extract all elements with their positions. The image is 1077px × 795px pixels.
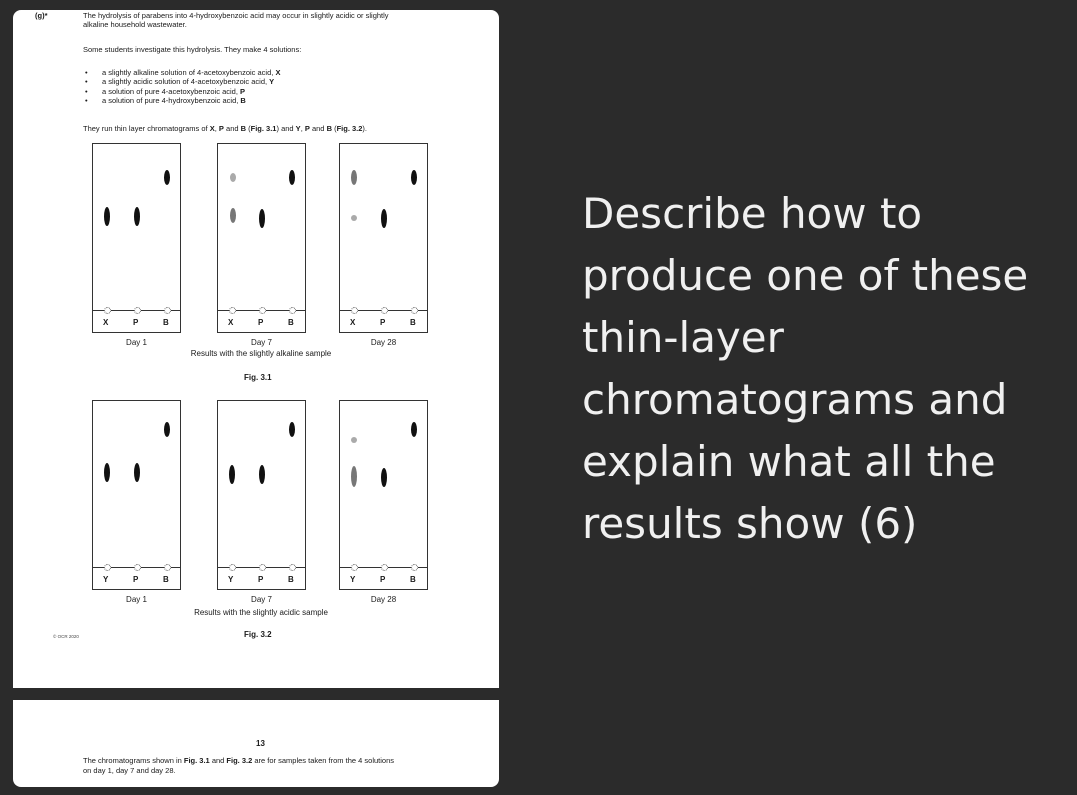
spot [381, 209, 387, 228]
intro-line-1: The hydrolysis of parabens into 4-hydroxybenzoic acid may occur in slightly acidic or slightly [83, 11, 389, 20]
copyright: © OCR 2020 [53, 634, 79, 639]
day-label: Day 7 [251, 338, 272, 347]
tlc-plate-fig2-day28 [339, 400, 428, 590]
fig2-caption: Results with the slightly acidic sample [194, 608, 328, 617]
origin-point [381, 307, 388, 314]
spot [164, 422, 170, 437]
origin-point [104, 307, 111, 314]
day-label: Day 28 [370, 595, 397, 604]
lane-label: X [103, 318, 109, 327]
spot [229, 465, 235, 484]
spot [351, 170, 357, 185]
page-number: 13 [256, 739, 265, 748]
fig1-caption: Results with the slightly alkaline sample [190, 349, 332, 358]
spot [351, 215, 357, 221]
lane-label: P [133, 575, 139, 584]
spot [134, 207, 140, 226]
lane-label: P [133, 318, 139, 327]
solution-item: • a slightly acidic solution of 4-acetoxybenzoic acid, Y [85, 77, 280, 86]
intro-line-2: alkaline household wastewater. [83, 20, 187, 29]
lane-label: Y [103, 575, 109, 584]
origin-point [289, 307, 296, 314]
spot [351, 466, 357, 487]
students-line: Some students investigate this hydrolysis. They make 4 solutions: [83, 45, 302, 54]
lane-label: B [163, 318, 169, 327]
lane-label: X [350, 318, 356, 327]
origin-point [229, 307, 236, 314]
tlc-sentence: They run thin layer chromatograms of X, P and B (Fig. 3.1) and Y, P and B (Fig. 3.2). [83, 124, 368, 133]
origin-point [229, 564, 236, 571]
spot [134, 463, 140, 482]
origin-point [134, 564, 141, 571]
tlc-plate-fig2-day7 [217, 400, 306, 590]
lane-label: Y [228, 575, 234, 584]
origin-point [104, 564, 111, 571]
spot [411, 422, 417, 437]
spot [104, 463, 110, 482]
spot [381, 468, 387, 487]
spot [259, 209, 265, 228]
origin-point [381, 564, 388, 571]
lane-label: P [258, 575, 264, 584]
origin-point [351, 307, 358, 314]
origin-point [134, 307, 141, 314]
origin-point [411, 307, 418, 314]
tlc-plate-fig1-day28 [339, 143, 428, 333]
lane-label: B [410, 318, 416, 327]
spot [230, 208, 236, 223]
lane-label: B [288, 575, 294, 584]
origin-point [259, 564, 266, 571]
fig1-label: Fig. 3.1 [244, 373, 272, 382]
tlc-plate-fig2-day1 [92, 400, 181, 590]
page2-line-2: on day 1, day 7 and day 28. [83, 766, 176, 775]
solution-item: • a solution of pure 4-acetoxybenzoic acid, P [85, 87, 280, 96]
origin-point [351, 564, 358, 571]
question-label: (g)* [35, 11, 48, 20]
page2-line-1: The chromatograms shown in Fig. 3.1 and Fig. 3.2 are for samples taken from the 4 solutions [83, 756, 395, 765]
exam-page-bottom [13, 700, 499, 787]
origin-point [289, 564, 296, 571]
origin-point [164, 307, 171, 314]
origin-point [164, 564, 171, 571]
lane-label: X [228, 318, 234, 327]
spot [351, 437, 357, 443]
lane-label: P [258, 318, 264, 327]
day-label: Day 7 [251, 595, 272, 604]
solution-item: • a solution of pure 4-hydroxybenzoic acid, B [85, 96, 280, 105]
spot [104, 207, 110, 226]
spot [164, 170, 170, 185]
lane-label: B [288, 318, 294, 327]
origin-point [411, 564, 418, 571]
spot [230, 173, 236, 182]
spot [259, 465, 265, 484]
solutions-list [85, 68, 280, 106]
lane-label: P [380, 318, 386, 327]
day-label: Day 28 [370, 338, 397, 347]
tlc-plate-fig1-day1 [92, 143, 181, 333]
lane-label: B [163, 575, 169, 584]
origin-point [259, 307, 266, 314]
day-label: Day 1 [126, 595, 147, 604]
spot [411, 170, 417, 185]
spot [289, 170, 295, 185]
day-label: Day 1 [126, 338, 147, 347]
fig2-label: Fig. 3.2 [244, 630, 272, 639]
solution-item: • a slightly alkaline solution of 4-acetoxybenzoic acid, X [85, 68, 280, 77]
question-text: Describe how to produce one of these thin-layer chromatograms and explain what all the results show (6) [582, 189, 1029, 548]
lane-label: B [410, 575, 416, 584]
lane-label: P [380, 575, 386, 584]
tlc-plate-fig1-day7 [217, 143, 306, 333]
exam-page-top [13, 10, 499, 688]
lane-label: Y [350, 575, 356, 584]
spot [289, 422, 295, 437]
